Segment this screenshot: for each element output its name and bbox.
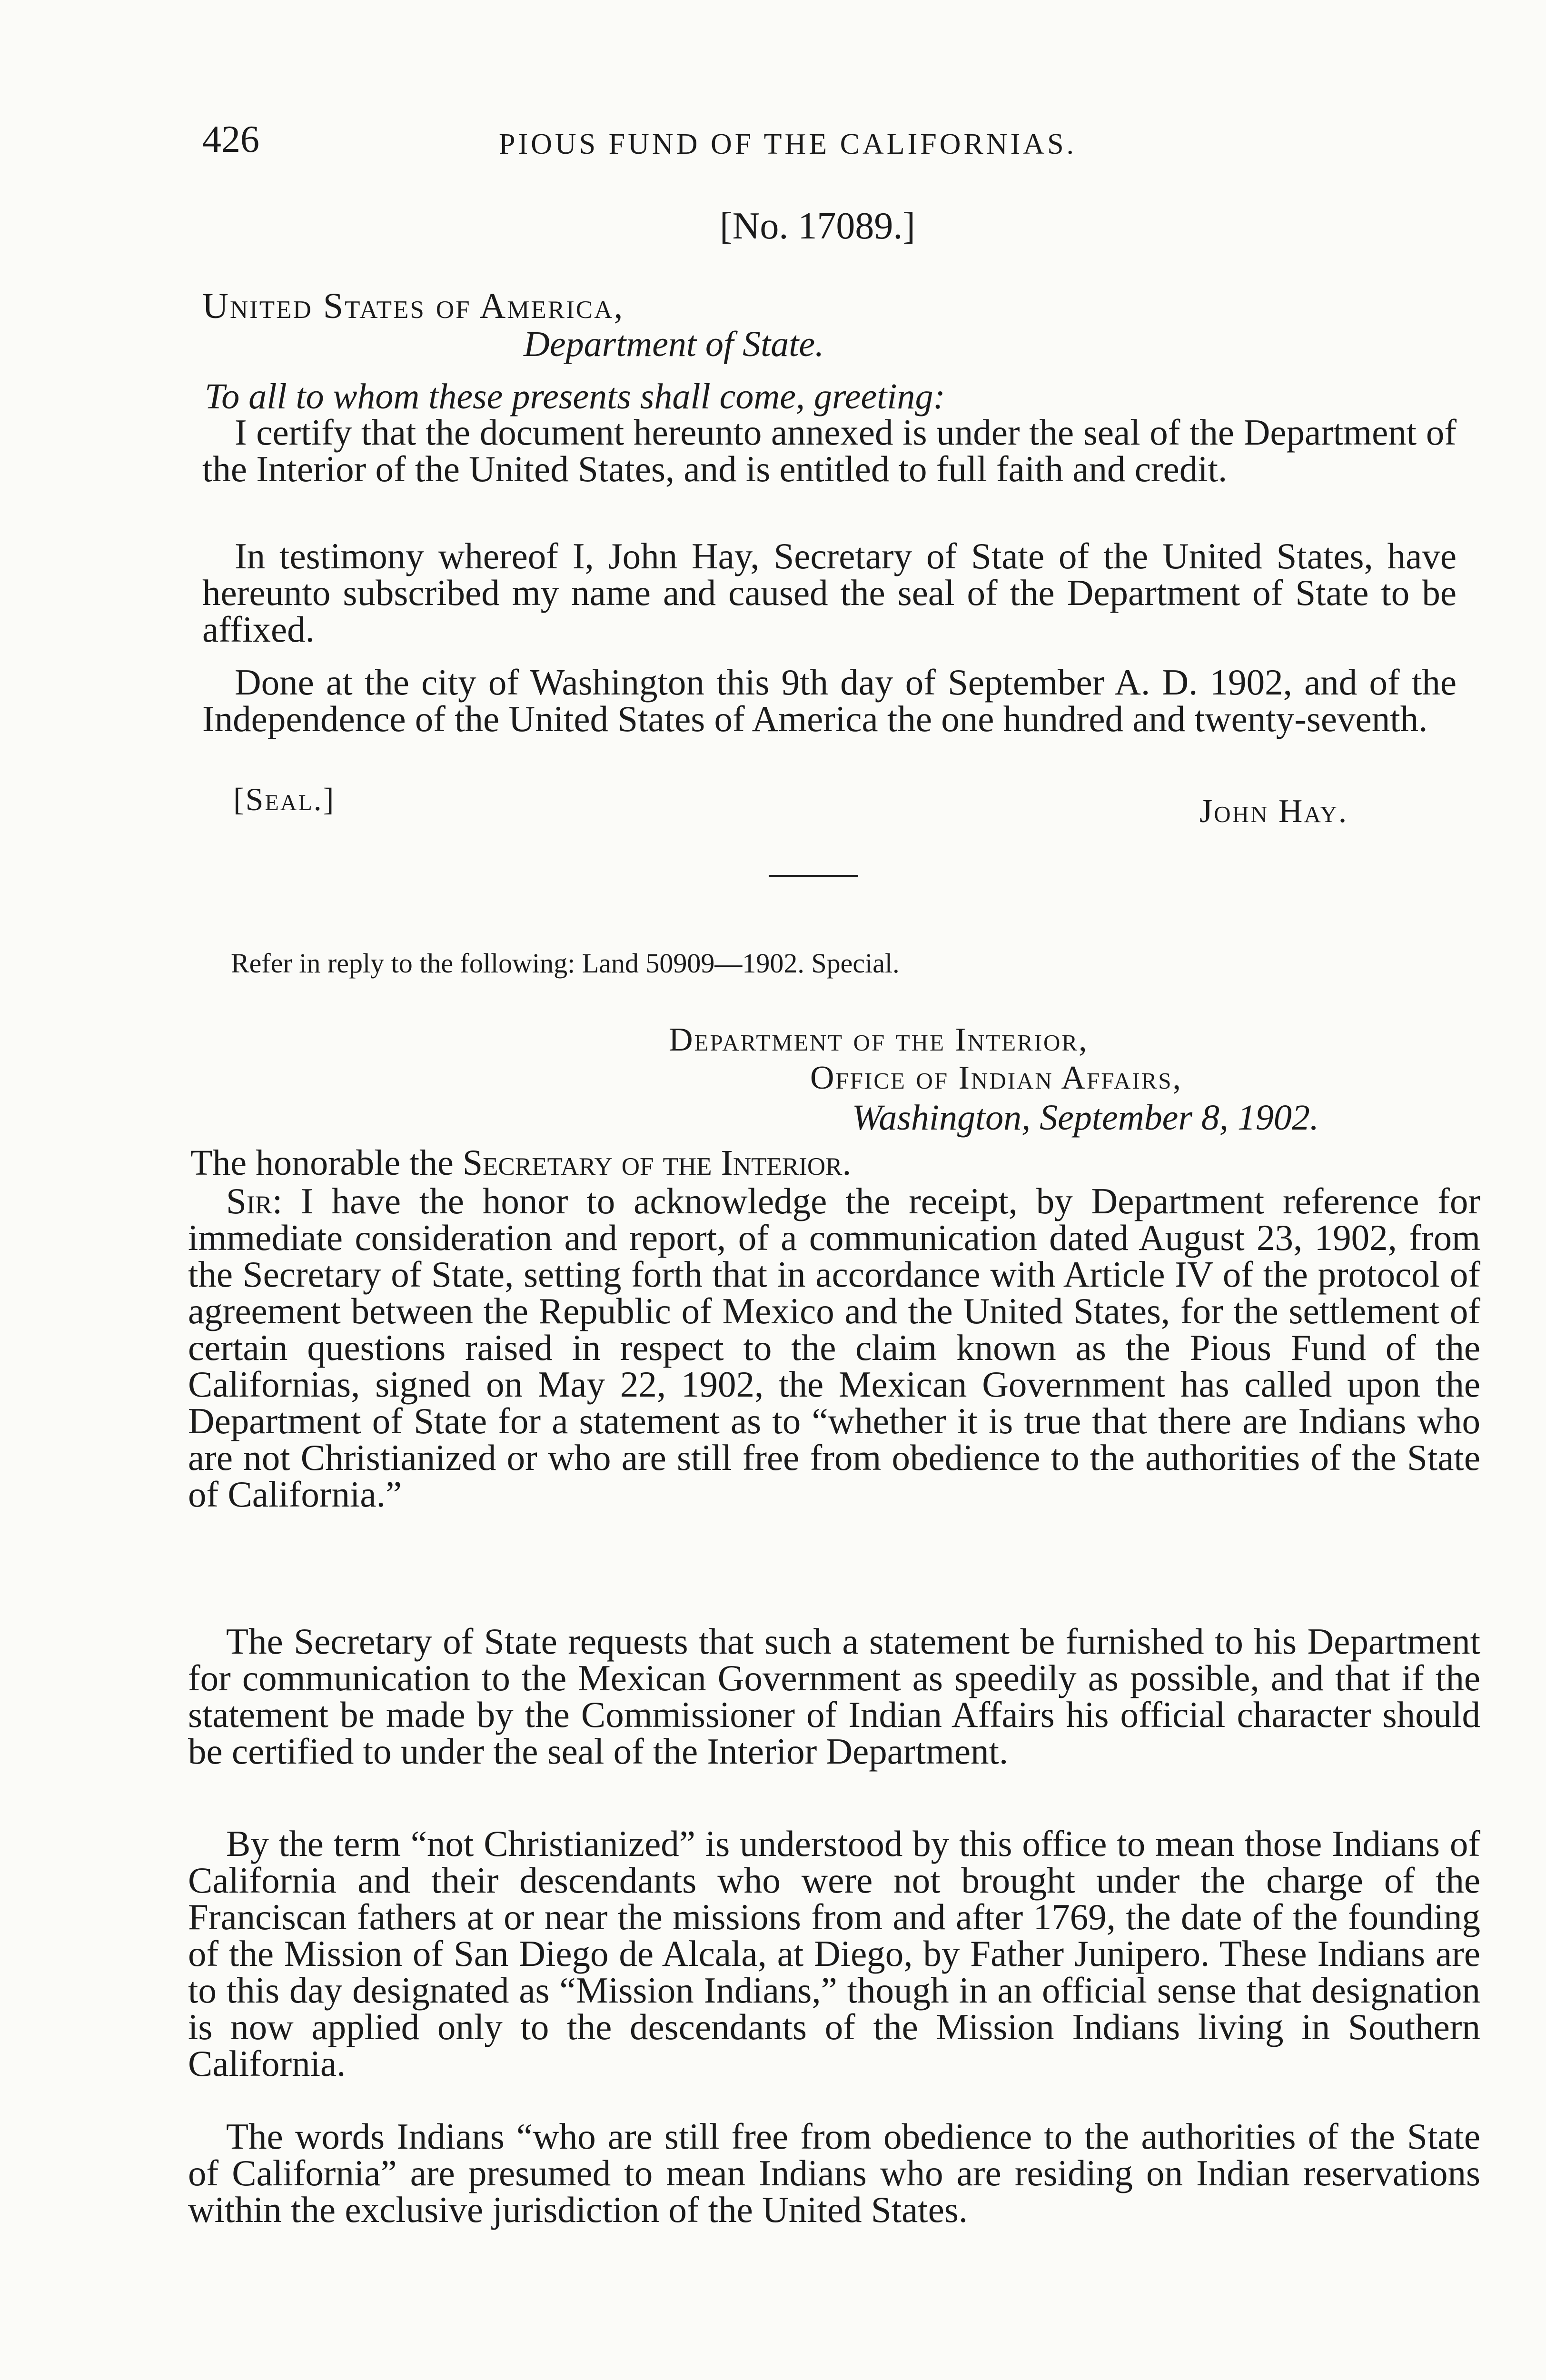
seal-label: [Seal.]: [233, 781, 336, 817]
letter-paragraph: The Secretary of State requests that such a statement be furnished to his Department for communication to the Mexican Government as speedily as possible, and that if the statement be made by the Commissioner of Indian Affairs his official character should be certified to under the seal of the Interior Department.: [188, 1621, 1480, 1772]
section-divider: [769, 875, 858, 877]
letter-office: Office of Indian Affairs,: [810, 1060, 1182, 1096]
signature: John Hay.: [1199, 793, 1348, 830]
salutation: Sir:: [226, 1180, 283, 1221]
page-number: 426: [202, 119, 259, 160]
letter-addressee: [190, 1142, 851, 1184]
letter-paragraph: By the term “not Christianized” is understood by this office to mean those Indians of California and their descendants who were not brought under the charge of the Franciscan fathers at or near the missions from and after 1769, the date of the founding of the Mission of San Diego de Alcala, at Diego, by Father Junipero. These Indians are to this day designated as “Mission Indians,” though in an official sense that designation is now applied only to the descendants of the Mission Indians living in Southern California.: [188, 1823, 1480, 2084]
letter-paragraph: The words Indians “who are still free from obedience to the authorities of the State of California” are presumed to mean Indians who are residing on Indian reservations within the exclusive jurisdiction of the United States.: [188, 2116, 1480, 2230]
addressee-prefix: The honorable the: [190, 1143, 463, 1183]
letter-place-date: Washington, September 8, 1902.: [852, 1098, 1319, 1138]
letter-paragraph: [188, 1180, 1480, 1515]
addressee-title: Secretary of the Interior.: [462, 1143, 852, 1183]
certificate-paragraph: Done at the city of Washington this 9th day of September A. D. 1902, and of the Independence of the United States of America the one hundred and twenty-seventh.: [202, 662, 1457, 739]
paragraph-text: I have the honor to acknowledge the receipt, by Department reference for immediate consideration and report, of a communication dated August 23, 1902, from the Secretary of State, setting forth that in accordance with Article IV of the protocol of agreement between the Republic of Mexico and the United States, for the settlement of certain questions raised in respect to the claim known as the Pious Fund of the Californias, signed on May 22, 1902, the Mexican Government has called upon the Department of State for a statement as to “whether it is true that there are Indians who are not Christianized or who are still free from obedience to the authorities of the State of California.”: [188, 1180, 1480, 1515]
certificate-country: United States of America,: [202, 286, 624, 326]
reference-line: Refer in reply to the following: Land 50909—1902. Special.: [231, 948, 900, 979]
letter-department: Department of the Interior,: [669, 1021, 1089, 1058]
document-number: [No. 17089.]: [720, 205, 916, 247]
certificate-paragraph: I certify that the document hereunto annexed is under the seal of the Department of the Interior of the United States, and is entitled to full faith and credit.: [202, 412, 1457, 489]
certificate-department: Department of State.: [524, 324, 824, 364]
certificate-greeting: To all to whom these presents shall come, greeting:: [205, 377, 945, 416]
certificate-paragraph: In testimony whereof I, John Hay, Secretary of State of the United States, have hereunto subscribed my name and caused the seal of the Department of State to be affixed.: [202, 536, 1457, 650]
running-title: PIOUS FUND OF THE CALIFORNIAS.: [499, 128, 1077, 160]
